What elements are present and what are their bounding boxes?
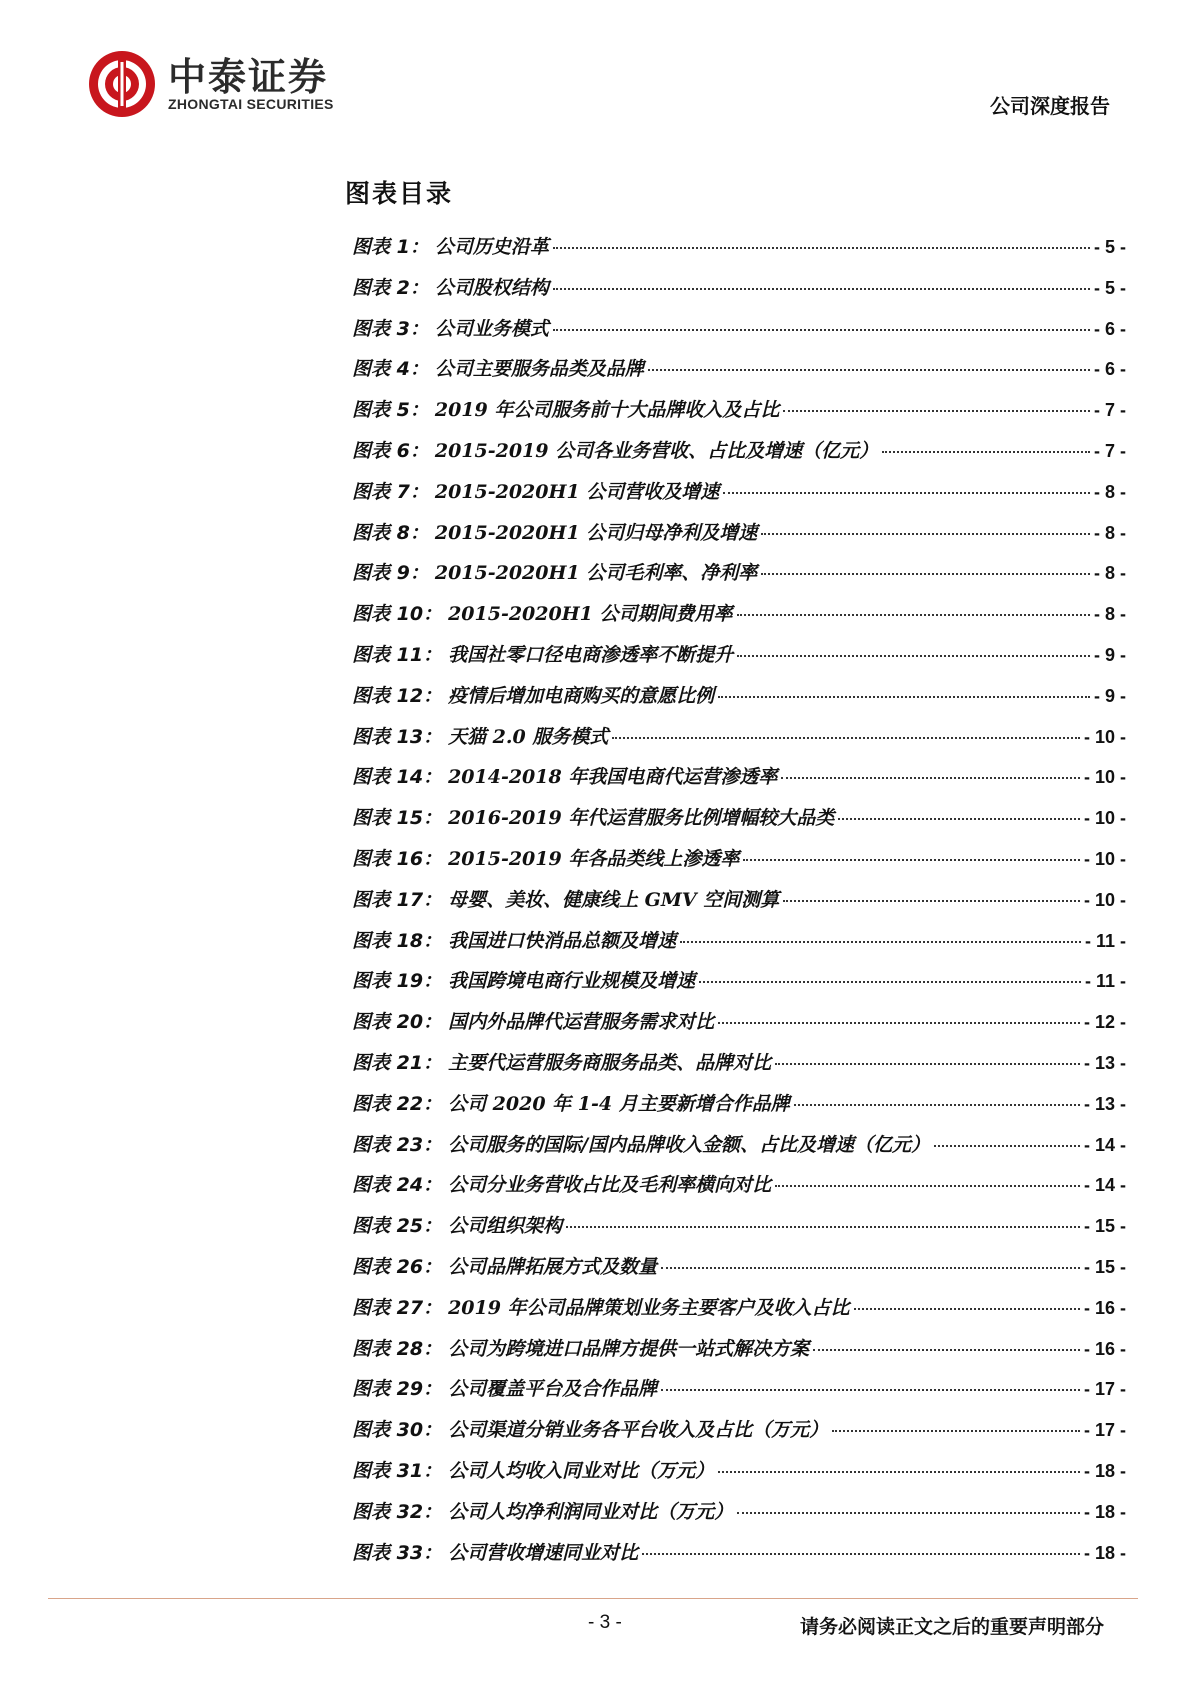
toc-entry[interactable] (352, 1415, 1126, 1456)
toc-entry-page: - 8 - (1093, 522, 1126, 543)
toc-entry[interactable] (352, 1007, 1126, 1048)
toc-entry-page: - 6 - (1093, 359, 1126, 380)
toc-entry-prefix: 图表 3： (352, 317, 429, 340)
toc-entry[interactable] (352, 1293, 1126, 1334)
toc-dot-leader (813, 1349, 1080, 1351)
toc-entry-label: 2015-2019 年各品类线上渗透率 (448, 847, 740, 870)
toc-entry[interactable] (352, 722, 1126, 763)
toc-entry-page: - 10 - (1083, 889, 1126, 910)
toc-dot-leader (699, 981, 1081, 983)
toc-entry[interactable] (352, 1048, 1126, 1089)
toc-entry-prefix: 图表 33： (352, 1541, 443, 1564)
toc-dot-leader (854, 1308, 1080, 1310)
toc-entry[interactable] (352, 599, 1126, 640)
toc-dot-leader (566, 1226, 1080, 1228)
toc-entry-page: - 8 - (1093, 604, 1126, 625)
footer-divider (48, 1598, 1138, 1599)
brand-name-cn: 中泰证券 (168, 55, 329, 99)
toc-entry[interactable] (352, 232, 1126, 273)
toc-dot-leader (761, 533, 1090, 535)
toc-entry[interactable] (352, 640, 1126, 681)
toc-entry-label: 天猫 2.0 服务模式 (448, 725, 609, 748)
toc-entry-label: 公司渠道分销业务各平台收入及占比（万元） (448, 1419, 829, 1442)
toc-entry-prefix: 图表 15： (352, 807, 443, 830)
toc-entry-page: - 10 - (1083, 726, 1126, 747)
toc-entry[interactable] (352, 1374, 1126, 1415)
toc-entry[interactable] (352, 803, 1126, 844)
toc-entry-label: 公司覆盖平台及合作品牌 (448, 1378, 658, 1401)
toc-entry-prefix: 图表 10： (352, 603, 443, 626)
toc-dot-leader (642, 1553, 1080, 1555)
toc-entry-label: 2019 年公司品牌策划业务主要客户及收入占比 (448, 1296, 850, 1319)
toc-entry[interactable] (352, 681, 1126, 722)
toc-entry-label: 公司股权结构 (434, 276, 549, 299)
toc-entry-page: - 5 - (1093, 237, 1126, 257)
toc-entry-label: 公司历史沿革 (434, 236, 549, 258)
toc-entry-label: 公司为跨境进口品牌方提供一站式解决方案 (448, 1337, 810, 1360)
toc-entry[interactable] (352, 1170, 1126, 1211)
toc-entry-prefix: 图表 12： (352, 684, 443, 707)
toc-dot-leader (761, 573, 1090, 575)
toc-entry-prefix: 图表 20： (352, 1011, 443, 1034)
toc-dot-leader (775, 1063, 1080, 1065)
toc-entry-prefix: 图表 30： (352, 1419, 443, 1442)
toc-entry-prefix: 图表 11： (352, 643, 443, 666)
zhongtai-logo-icon (86, 48, 158, 120)
toc-dot-leader (661, 1267, 1080, 1269)
toc-entry-label: 2015-2019 公司各业务营收、占比及增速（亿元） (434, 439, 879, 462)
toc-entry-page: - 14 - (1083, 1175, 1126, 1196)
toc-entry[interactable] (352, 844, 1126, 885)
toc-entry-prefix: 图表 17： (352, 888, 443, 911)
toc-entry-page: - 5 - (1093, 277, 1126, 298)
toc-dot-leader (718, 1022, 1080, 1024)
toc-entry-label: 我国社零口径电商渗透率不断提升 (448, 643, 734, 666)
toc-entry[interactable] (352, 558, 1126, 599)
toc-dot-leader (553, 329, 1090, 331)
toc-entry-prefix: 图表 5： (352, 399, 429, 422)
toc-entry-page: - 9 - (1093, 685, 1126, 706)
toc-entry-label: 国内外品牌代运营服务需求对比 (448, 1011, 715, 1034)
toc-entry-page: - 10 - (1083, 848, 1126, 869)
toc-dot-leader (794, 1104, 1080, 1106)
toc-dot-leader (553, 247, 1090, 249)
toc-dot-leader (737, 614, 1090, 616)
toc-dot-leader (680, 941, 1081, 943)
toc-entry-page: - 7 - (1093, 400, 1126, 421)
toc-entry-label: 2014-2018 年我国电商代运营渗透率 (448, 766, 778, 789)
toc-entry[interactable] (352, 1252, 1126, 1293)
toc-entry-page: - 13 - (1083, 1052, 1126, 1073)
toc-entry-prefix: 图表 22： (352, 1092, 443, 1115)
toc-entry-prefix: 图表 32： (352, 1500, 443, 1523)
toc-dot-leader (737, 655, 1090, 657)
toc-entry-label: 2015-2020H1 公司归母净利及增速 (434, 521, 758, 544)
toc-entry-prefix: 图表 28： (352, 1337, 443, 1360)
toc-entry-page: - 9 - (1093, 644, 1126, 665)
toc-entry-prefix: 图表 4： (352, 358, 429, 381)
toc-entry-label: 公司业务模式 (434, 317, 549, 340)
toc-entry-prefix: 图表 7： (352, 480, 429, 503)
toc-entry-prefix: 图表 8： (352, 521, 429, 544)
toc-entry[interactable] (352, 1211, 1126, 1252)
footer-disclaimer: 请务必阅读正文之后的重要声明部分 (799, 1616, 1104, 1638)
toc-dot-leader (882, 451, 1090, 453)
toc-entry-page: - 10 - (1083, 808, 1126, 829)
toc-entry[interactable] (352, 354, 1126, 395)
toc-entry-label: 公司营收增速同业对比 (448, 1541, 639, 1564)
toc-dot-leader (832, 1430, 1080, 1432)
toc-entry-page: - 8 - (1093, 481, 1126, 502)
toc-entry-page: - 17 - (1083, 1420, 1126, 1441)
toc-entry-prefix: 图表 16： (352, 847, 443, 870)
toc-entry-prefix: 图表 14： (352, 766, 443, 789)
toc-dot-leader (553, 288, 1090, 290)
toc-dot-leader (661, 1389, 1080, 1391)
toc-entry-page: - 18 - (1083, 1460, 1126, 1481)
toc-entry[interactable] (352, 1538, 1126, 1579)
toc-entry-prefix: 图表 9： (352, 562, 429, 585)
toc-entry-page: - 10 - (1083, 767, 1126, 788)
toc-entry-prefix: 图表 27： (352, 1296, 443, 1319)
toc-entry[interactable] (352, 885, 1126, 926)
toc-dot-leader (781, 777, 1080, 779)
toc-entry-prefix: 图表 25： (352, 1215, 443, 1238)
toc-entry-page: - 8 - (1093, 563, 1126, 584)
toc-dot-leader (718, 1471, 1080, 1473)
toc-entry-label: 公司人均收入同业对比（万元） (448, 1459, 715, 1482)
report-type: 公司深度报告 (990, 94, 1110, 118)
toc-entry[interactable] (352, 1497, 1126, 1538)
toc-dot-leader (783, 410, 1090, 412)
toc-entry-label: 2015-2020H1 公司期间费用率 (448, 603, 733, 626)
toc-entry-page: - 13 - (1083, 1093, 1126, 1114)
toc-entry[interactable] (352, 926, 1126, 967)
toc-entry-prefix: 图表 1： (352, 236, 429, 258)
toc-entry-page: - 7 - (1093, 440, 1126, 461)
toc-list (352, 232, 1126, 1578)
toc-entry-prefix: 图表 6： (352, 439, 429, 462)
toc-entry-label: 2019 年公司服务前十大品牌收入及占比 (434, 399, 780, 422)
toc-entry-page: - 11 - (1084, 930, 1126, 951)
toc-dot-leader (723, 492, 1090, 494)
toc-entry[interactable] (352, 1089, 1126, 1130)
toc-entry[interactable] (352, 436, 1126, 477)
toc-entry-prefix: 图表 2： (352, 276, 429, 299)
toc-dot-leader (737, 1512, 1080, 1514)
toc-entry-page: - 11 - (1084, 971, 1126, 992)
toc-entry[interactable] (352, 273, 1126, 314)
toc-dot-leader (934, 1145, 1080, 1147)
toc-entry-label: 母婴、美妆、健康线上 GMV 空间测算 (448, 888, 780, 911)
toc-entry-label: 疫情后增加电商购买的意愿比例 (448, 684, 715, 707)
toc-entry-prefix: 图表 19： (352, 970, 443, 993)
toc-entry[interactable] (352, 477, 1126, 518)
toc-entry[interactable] (352, 1130, 1126, 1171)
toc-entry-label: 我国进口快消品总额及增速 (448, 929, 677, 952)
toc-entry-label: 公司 2020 年 1-4 月主要新增合作品牌 (448, 1092, 790, 1115)
toc-entry-label: 公司品牌拓展方式及数量 (448, 1255, 658, 1278)
brand-name-en: ZHONGTAI SECURITIES (168, 96, 334, 112)
toc-entry-label: 主要代运营服务商服务品类、品牌对比 (448, 1051, 772, 1074)
toc-entry-label: 公司主要服务品类及品牌 (434, 358, 644, 381)
toc-dot-leader (648, 369, 1090, 371)
toc-entry-prefix: 图表 23： (352, 1133, 443, 1156)
toc-entry-page: - 17 - (1083, 1379, 1126, 1400)
toc-entry-label: 我国跨境电商行业规模及增速 (448, 970, 696, 993)
toc-entry[interactable] (352, 314, 1126, 355)
toc-entry-label: 2015-2020H1 公司营收及增速 (434, 480, 720, 503)
toc-entry-page: - 18 - (1083, 1501, 1126, 1522)
toc-entry-prefix: 图表 26： (352, 1255, 443, 1278)
toc-entry-page: - 18 - (1083, 1542, 1126, 1563)
toc-entry-prefix: 图表 31： (352, 1459, 443, 1482)
toc-entry-page: - 16 - (1083, 1338, 1126, 1359)
toc-dot-leader (783, 900, 1080, 902)
toc-entry[interactable] (352, 518, 1126, 559)
toc-entry-prefix: 图表 18： (352, 929, 443, 952)
toc-entry-prefix: 图表 21： (352, 1051, 443, 1074)
toc-dot-leader (775, 1185, 1080, 1187)
toc-dot-leader (838, 818, 1080, 820)
toc-entry-label: 2016-2019 年代运营服务比例增幅较大品类 (448, 807, 835, 830)
toc-entry-label: 公司分业务营收占比及毛利率横向对比 (448, 1174, 772, 1197)
toc-entry-prefix: 图表 29： (352, 1378, 443, 1401)
toc-entry-label: 公司人均净利润同业对比（万元） (448, 1500, 734, 1523)
toc-entry-page: - 15 - (1083, 1216, 1126, 1237)
toc-entry[interactable] (352, 395, 1126, 436)
toc-entry-page: - 15 - (1083, 1256, 1126, 1277)
toc-entry-page: - 16 - (1083, 1297, 1126, 1318)
toc-entry[interactable] (352, 966, 1126, 1007)
toc-entry-label: 公司服务的国际/国内品牌收入金额、占比及增速（亿元） (448, 1133, 931, 1156)
toc-dot-leader (743, 859, 1080, 861)
toc-entry[interactable] (352, 762, 1126, 803)
footer-page-number: - 3 - (588, 1612, 622, 1633)
toc-entry-page: - 14 - (1083, 1134, 1126, 1155)
toc-entry-prefix: 图表 24： (352, 1174, 443, 1197)
toc-entry-page: - 6 - (1093, 318, 1126, 339)
toc-dot-leader (612, 737, 1080, 739)
toc-entry-prefix: 图表 13： (352, 725, 443, 748)
page-header (0, 0, 1200, 140)
toc-entry-page: - 12 - (1083, 1012, 1126, 1033)
toc-entry-label: 公司组织架构 (448, 1215, 563, 1238)
toc-entry-label: 2015-2020H1 公司毛利率、净利率 (434, 562, 758, 585)
toc-title: 图表目录 (345, 179, 454, 208)
toc-dot-leader (718, 696, 1090, 698)
toc-entry[interactable] (352, 1456, 1126, 1497)
toc-entry[interactable] (352, 1334, 1126, 1375)
